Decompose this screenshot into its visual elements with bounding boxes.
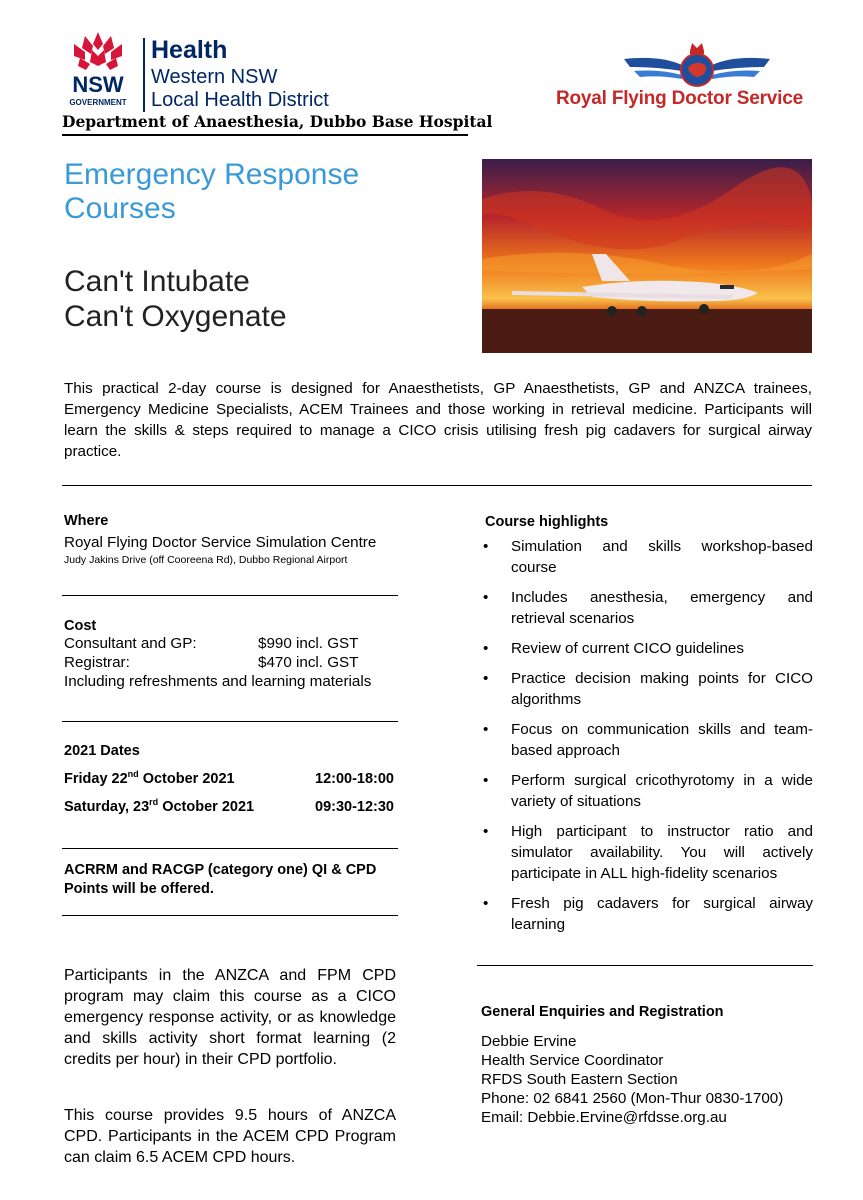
list-item: • Focus on communication skills and team-based approach (483, 721, 813, 759)
cost-label: Consultant and GP: (64, 635, 197, 652)
bullet-icon: • (483, 589, 489, 606)
list-item: • High participant to instructor ratio and simulator availability. You will actively participate in ALL high-fidelity scenarios (483, 823, 813, 882)
bullet-icon: • (483, 895, 489, 912)
health-line-1: Western NSW (151, 66, 278, 88)
intro-paragraph: This practical 2-day course is designed for Anaesthetists, GP Anaesthetists, GP and ANZCA trainees, Emergency Medicine Specialists, ACEM Trainees and those working in retrieval medicine. Participants will learn the skills & steps required to manage a CICO crisis utilising fresh pig cadavers for surgical airway practice. (64, 380, 812, 460)
rfds-wings-emblem (620, 37, 774, 91)
cost-heading: Cost (64, 618, 97, 634)
enquiries-heading: General Enquiries and Registration (481, 1004, 724, 1020)
dates-heading: 2021 Dates (64, 743, 140, 759)
highlights-section (483, 514, 813, 944)
section-rule (62, 485, 812, 486)
cpd-note: This course provides 9.5 hours of ANZCA CPD. Participants in the ACEM CPD Program can claim 6.5 ACEM CPD hours. (64, 1107, 396, 1166)
contact-phone: Phone: 02 6841 2560 (Mon-Thur 0830-1700) (481, 1090, 784, 1107)
cost-section (64, 618, 398, 691)
cost-row (64, 634, 398, 653)
contact-email[interactable]: Email: Debbie.Ervine@rfdsse.org.au (481, 1109, 727, 1126)
enquiries-section (481, 1004, 813, 1127)
health-district-block (151, 38, 329, 112)
list-item: • Simulation and skills workshop-based course (483, 538, 813, 576)
date-time: 12:00-18:00 (315, 771, 394, 787)
divider (62, 915, 398, 916)
list-item: • Review of current CICO guidelines (483, 640, 744, 657)
nsw-logo-text: NSW (72, 72, 124, 97)
header-rule (62, 134, 468, 136)
title-line-2: Courses (64, 192, 176, 225)
department-name: Department of Anaesthesia, Dubbo Base Hospital (62, 112, 493, 131)
anzca-note: Participants in the ANZCA and FPM CPD program may claim this course as a CICO emergency response activity, or as knowledge and skills activity short format learning (2 credits per hour) in their CPD portfolio. (64, 967, 396, 1068)
date-text: Friday 22nd October 2021 (64, 769, 235, 787)
venue-address: Judy Jakins Drive (off Cooreena Rd), Dubbo Regional Airport (64, 554, 348, 566)
bullet-icon: • (483, 823, 489, 840)
cost-value: $470 incl. GST (258, 654, 359, 671)
highlights-heading: Course highlights (485, 514, 609, 530)
cost-label: Registrar: (64, 654, 130, 671)
cpd-points-text: ACRRM and RACGP (category one) QI & CPD Points will be offered. (64, 862, 377, 897)
cost-row (64, 653, 398, 672)
contact-org: RFDS South Eastern Section (481, 1071, 678, 1088)
bullet-icon: • (483, 772, 489, 789)
rfds-name: Royal Flying Doctor Service (556, 88, 803, 109)
dates-section (64, 743, 394, 815)
divider (477, 965, 813, 966)
nsw-government-logo (58, 28, 138, 112)
bullet-icon: • (483, 721, 489, 738)
where-heading: Where (64, 513, 109, 529)
cost-note: Including refreshments and learning materials (64, 673, 372, 690)
course-title (64, 264, 444, 334)
cost-value: $990 incl. GST (258, 635, 359, 652)
highlights-list (483, 536, 813, 935)
cpd-points (64, 861, 396, 899)
contact-name: Debbie Ervine (481, 1033, 577, 1050)
bullet-icon: • (483, 670, 489, 687)
bullet-icon: • (483, 640, 489, 657)
date-row (64, 799, 394, 815)
title-line-1: Emergency Response (64, 158, 360, 191)
list-item: • Fresh pig cadavers for surgical airway learning (483, 895, 813, 933)
course-title-line-2: Can't Oxygenate (64, 300, 287, 333)
where-section (64, 513, 398, 566)
list-item: • Perform surgical cricothyrotomy in a wide variety of situations (483, 772, 813, 810)
date-text: Saturday, 23rd October 2021 (64, 797, 255, 815)
health-line-2: Local Health District (151, 89, 329, 111)
divider (62, 595, 398, 596)
page-title (64, 158, 444, 226)
divider (62, 848, 398, 849)
list-item: • Practice decision making points for CICO algorithms (483, 670, 813, 708)
list-item: • Includes anesthesia, emergency and retrieval scenarios (483, 589, 813, 627)
venue-name: Royal Flying Doctor Service Simulation Centre (64, 534, 377, 551)
nsw-government-text: GOVERNMENT (69, 98, 127, 107)
health-title: Health (151, 36, 228, 64)
divider (62, 721, 398, 722)
contact-role: Health Service Coordinator (481, 1052, 664, 1069)
bullet-icon: • (483, 538, 489, 555)
date-row (64, 771, 394, 787)
logo-divider (143, 38, 145, 112)
course-title-line-1: Can't Intubate (64, 265, 250, 298)
date-time: 09:30-12:30 (315, 799, 394, 815)
plane-sunset-photo (482, 159, 812, 353)
